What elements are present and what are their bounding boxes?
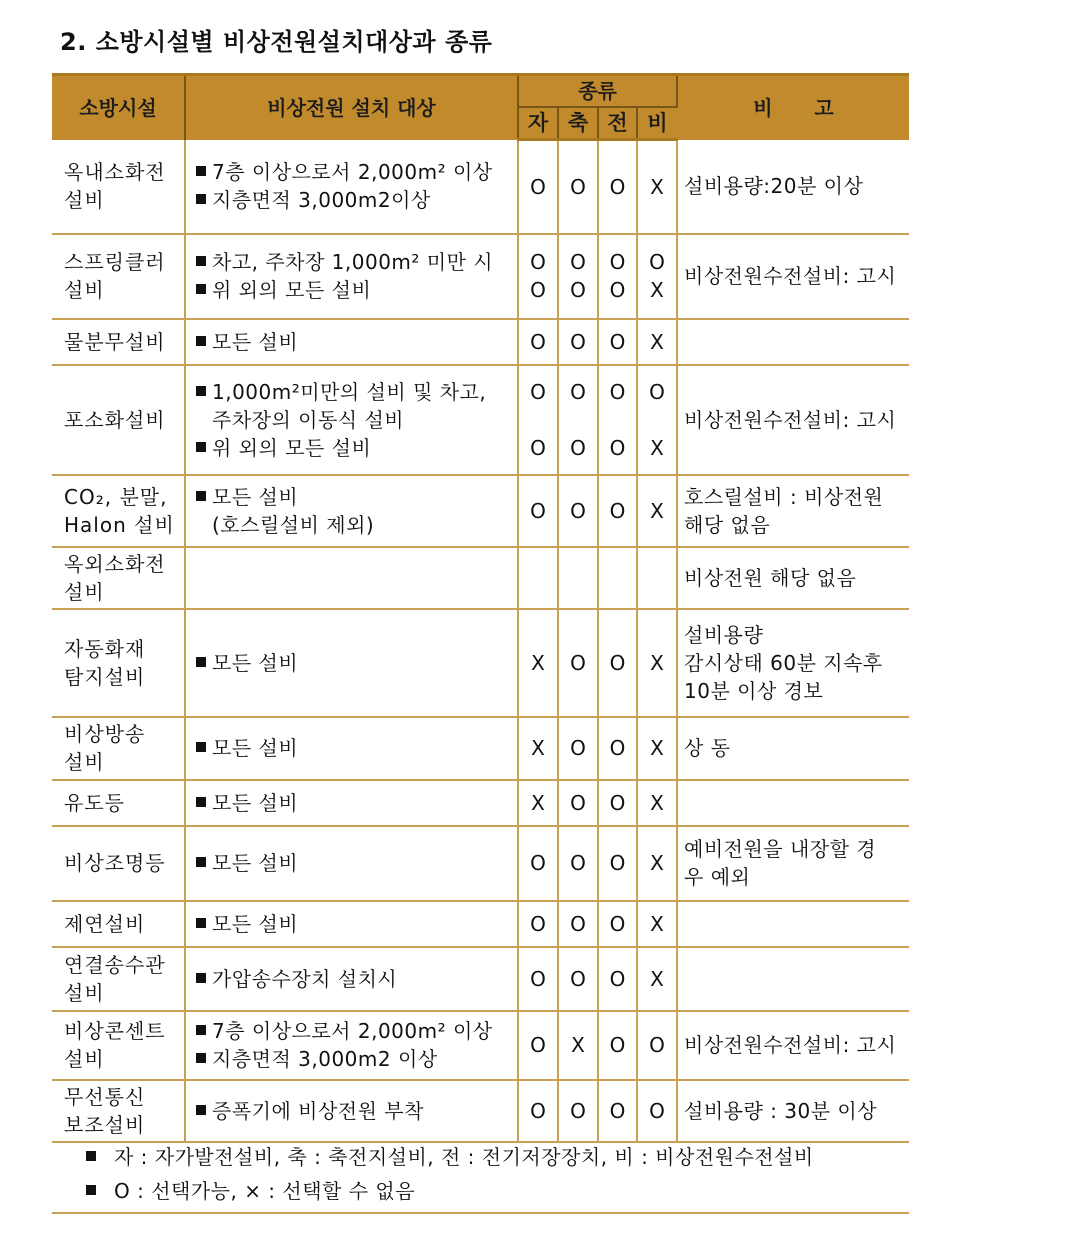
mark-ja	[518, 780, 558, 826]
facility-name: 비상조명등	[64, 851, 166, 875]
mark-value: O	[530, 851, 546, 875]
square-bullet-icon	[196, 1053, 206, 1063]
target-text: 모든 설비	[212, 736, 299, 760]
mark-value: O	[530, 1033, 546, 1057]
facility-name: 무선통신	[64, 1084, 146, 1109]
facility-cell	[52, 1011, 185, 1080]
mark-value: O	[649, 1033, 665, 1057]
mark-jeon	[598, 319, 637, 365]
target-text: 위 외의 모든 설비	[212, 435, 372, 460]
facility-cell	[52, 140, 185, 234]
mark-value: O	[530, 435, 546, 460]
table-row	[52, 826, 909, 901]
mark-jeon	[598, 901, 637, 947]
mark-value: O	[530, 250, 546, 274]
table-row	[52, 319, 909, 365]
target-text: 위 외의 모든 설비	[212, 278, 372, 302]
square-bullet-icon	[196, 194, 206, 204]
facility-name: 설비	[64, 188, 105, 212]
mark-value: X	[650, 851, 664, 875]
remark-text: 비상전원수전설비: 고시	[684, 1033, 897, 1057]
target-line	[196, 965, 511, 993]
mark-chuk	[558, 901, 598, 947]
mark-value: O	[609, 966, 626, 991]
remark-text: 상 동	[684, 736, 731, 760]
mark-value: O	[570, 736, 586, 760]
remark-cell	[677, 1011, 909, 1080]
mark-ja	[518, 547, 558, 609]
square-bullet-icon	[196, 491, 206, 501]
target-cell	[185, 234, 518, 319]
target-text: 지층면적 3,000m2이상	[212, 188, 431, 212]
target-line	[196, 434, 511, 462]
facility-name: 자동화재	[64, 636, 146, 661]
target-cell	[185, 780, 518, 826]
square-bullet-icon	[86, 1185, 96, 1195]
mark-value: O	[530, 966, 546, 991]
mark-spacer	[638, 406, 676, 434]
mark-value: O	[570, 851, 586, 875]
mark-value: O	[570, 790, 586, 815]
header-facility: 소방시설	[52, 75, 185, 140]
square-bullet-icon	[196, 166, 206, 176]
remark-cell	[677, 717, 909, 780]
facility-name: 설비	[64, 980, 105, 1005]
facility-name: 설비	[64, 579, 105, 604]
mark-jeon	[598, 717, 637, 780]
mark-value: O	[530, 278, 546, 302]
target-text: 모든 설비	[212, 650, 299, 675]
mark-chuk	[558, 780, 598, 826]
target-text: 1,000m²미만의 설비 및 차고,	[212, 379, 487, 404]
mark-value: O	[609, 911, 626, 936]
mark-spacer	[559, 406, 597, 434]
remark-text: 비상전원수전설비: 고시	[684, 407, 897, 432]
target-text: 지층면적 3,000m2 이상	[212, 1047, 438, 1071]
facility-cell	[52, 717, 185, 780]
mark-chuk	[558, 947, 598, 1011]
target-cell	[185, 609, 518, 717]
target-cell	[185, 1011, 518, 1080]
remark-cell	[677, 826, 909, 901]
square-bullet-icon	[196, 973, 206, 983]
mark-value: O	[530, 379, 546, 404]
mark-jeon	[598, 475, 637, 547]
facility-name: CO₂, 분말,	[64, 484, 168, 509]
facility-cell	[52, 780, 185, 826]
target-line	[196, 483, 511, 511]
mark-value: O	[609, 379, 626, 404]
table-row	[52, 140, 909, 234]
target-text: 모든 설비	[212, 911, 299, 936]
mark-value: O	[609, 1033, 626, 1057]
square-bullet-icon	[196, 918, 206, 928]
target-line	[196, 328, 511, 356]
target-text: 주차장의 이동식 설비	[212, 407, 405, 432]
mark-value: O	[530, 329, 546, 354]
mark-chuk	[558, 365, 598, 475]
facility-name: 비상방송	[64, 722, 146, 746]
mark-ja	[518, 609, 558, 717]
mark-ja	[518, 826, 558, 901]
facility-cell	[52, 609, 185, 717]
mark-value: O	[570, 650, 586, 675]
facility-cell	[52, 475, 185, 547]
remark-cell	[677, 780, 909, 826]
facility-name: 유도등	[64, 790, 125, 815]
facility-name: 설비	[64, 278, 105, 302]
mark-value: X	[650, 736, 664, 760]
legend-note	[52, 1174, 909, 1208]
facility-cell	[52, 901, 185, 947]
target-text: 7층 이상으로서 2,000m² 이상	[212, 160, 493, 184]
mark-value: O	[530, 174, 546, 199]
facility-name: 제연설비	[64, 911, 146, 936]
table-row	[52, 717, 909, 780]
bottom-divider	[52, 1212, 909, 1214]
mark-chuk	[558, 609, 598, 717]
facility-cell	[52, 547, 185, 609]
table-row	[52, 609, 909, 717]
square-bullet-icon	[196, 284, 206, 294]
facility-name: 비상콘센트	[64, 1019, 166, 1043]
mark-value: O	[609, 851, 626, 875]
facility-cell	[52, 947, 185, 1011]
target-cell	[185, 717, 518, 780]
mark-jeon	[598, 826, 637, 901]
mark-jeon	[598, 234, 637, 319]
target-cell	[185, 1080, 518, 1142]
mark-chuk	[558, 826, 598, 901]
target-line	[196, 248, 511, 276]
target-text: 증폭기에 비상전원 부착	[212, 1098, 424, 1123]
target-line	[196, 158, 511, 186]
facility-name: 설비	[64, 1047, 105, 1071]
target-line	[196, 789, 511, 817]
remark-text: 호스릴설비 : 비상전원	[684, 484, 884, 509]
square-bullet-icon	[196, 336, 206, 346]
mark-bi	[637, 234, 677, 319]
mark-value: O	[649, 379, 665, 404]
target-text: 모든 설비	[212, 790, 299, 815]
mark-ja	[518, 947, 558, 1011]
remark-text: 설비용량:20분 이상	[684, 174, 864, 198]
mark-bi	[637, 365, 677, 475]
mark-value: O	[609, 736, 626, 760]
table-row	[52, 1080, 909, 1142]
mark-value: O	[609, 498, 626, 523]
mark-value: X	[650, 329, 664, 354]
header-kind: 종류	[518, 75, 677, 108]
mark-value: O	[570, 250, 586, 274]
remark-cell	[677, 140, 909, 234]
remark-cell	[677, 947, 909, 1011]
mark-value: O	[530, 1098, 546, 1123]
mark-bi	[637, 319, 677, 365]
mark-bi	[637, 475, 677, 547]
target-line	[196, 734, 511, 762]
table-row	[52, 901, 909, 947]
facility-name: 포소화설비	[64, 407, 166, 432]
mark-value: O	[649, 1098, 665, 1123]
mark-chuk	[558, 1080, 598, 1142]
header-kind-chuk: 축	[558, 107, 598, 140]
mark-jeon	[598, 140, 637, 234]
square-bullet-icon	[196, 256, 206, 266]
legend-note-text: 자 : 자가발전설비, 축 : 축전지설비, 전 : 전기저장장치, 비 : 비상전원수전설비	[114, 1145, 814, 1169]
mark-value: O	[609, 1098, 626, 1123]
mark-value: O	[609, 250, 626, 274]
remark-text: 설비용량	[684, 622, 764, 647]
remark-text: 감시상태 60분 지속후	[684, 650, 883, 675]
mark-ja	[518, 319, 558, 365]
remark-cell	[677, 319, 909, 365]
mark-jeon	[598, 547, 637, 609]
remark-text: 예비전원을 내장할 경	[684, 837, 877, 861]
mark-bi	[637, 780, 677, 826]
legend-notes	[52, 1140, 909, 1208]
header-target: 비상전원 설치 대상	[185, 75, 518, 140]
mark-bi	[637, 901, 677, 947]
mark-jeon	[598, 1080, 637, 1142]
remark-cell	[677, 1080, 909, 1142]
remark-cell	[677, 547, 909, 609]
facility-name: 설비	[64, 750, 105, 774]
mark-ja	[518, 234, 558, 319]
target-cell	[185, 901, 518, 947]
legend-note-text: O : 선택가능, × : 선택할 수 없음	[114, 1179, 416, 1203]
target-text: (호스릴설비 제외)	[212, 512, 375, 537]
facility-cell	[52, 826, 185, 901]
target-cell	[185, 140, 518, 234]
target-line	[196, 511, 511, 539]
mark-value: X	[531, 736, 545, 760]
square-bullet-icon	[196, 442, 206, 452]
facility-name: 옥외소화전	[64, 551, 166, 576]
target-line	[196, 1045, 511, 1073]
square-bullet-icon	[196, 797, 206, 807]
mark-value: X	[531, 650, 545, 675]
mark-value: X	[531, 790, 545, 815]
facility-cell	[52, 319, 185, 365]
square-bullet-icon	[86, 1151, 96, 1161]
remark-cell	[677, 609, 909, 717]
remark-cell	[677, 365, 909, 475]
mark-ja	[518, 901, 558, 947]
facility-cell	[52, 234, 185, 319]
mark-bi	[637, 609, 677, 717]
mark-bi	[637, 826, 677, 901]
mark-bi	[637, 717, 677, 780]
mark-value: O	[609, 329, 626, 354]
facility-cell	[52, 1080, 185, 1142]
mark-value: O	[609, 650, 626, 675]
target-text: 모든 설비	[212, 329, 299, 354]
target-line	[196, 406, 511, 434]
target-line	[196, 378, 511, 406]
mark-value: O	[649, 250, 665, 274]
remark-text: 비상전원수전설비: 고시	[684, 264, 897, 288]
table-header	[52, 75, 909, 140]
page-title: 2. 소방시설별 비상전원설치대상과 종류	[60, 28, 493, 56]
mark-ja	[518, 717, 558, 780]
target-line	[196, 649, 511, 677]
mark-value: X	[650, 498, 664, 523]
mark-bi	[637, 1011, 677, 1080]
mark-ja	[518, 1011, 558, 1080]
mark-value: O	[570, 911, 586, 936]
legend-note	[52, 1140, 909, 1174]
table-row	[52, 947, 909, 1011]
mark-value: O	[609, 790, 626, 815]
mark-bi	[637, 547, 677, 609]
square-bullet-icon	[196, 657, 206, 667]
mark-value: X	[650, 966, 664, 991]
power-table	[52, 73, 909, 1143]
mark-chuk	[558, 547, 598, 609]
mark-bi	[637, 1080, 677, 1142]
target-line	[196, 186, 511, 214]
remark-text: 설비용량 : 30분 이상	[684, 1098, 878, 1123]
target-line	[196, 849, 511, 877]
header-kind-ja: 자	[518, 107, 558, 140]
mark-value: X	[650, 911, 664, 936]
square-bullet-icon	[196, 386, 206, 396]
facility-name: 보조설비	[64, 1112, 146, 1137]
facility-name: 연결송수관	[64, 952, 166, 977]
mark-value: O	[570, 1098, 586, 1123]
square-bullet-icon	[196, 1025, 206, 1035]
mark-ja	[518, 140, 558, 234]
mark-chuk	[558, 234, 598, 319]
mark-value: O	[570, 278, 586, 302]
target-text: 차고, 주차장 1,000m² 미만 시	[212, 250, 494, 274]
mark-chuk	[558, 717, 598, 780]
facility-name: 옥내소화전	[64, 160, 166, 184]
facility-cell	[52, 365, 185, 475]
target-cell	[185, 547, 518, 609]
mark-value: X	[571, 1033, 585, 1057]
target-line	[196, 1017, 511, 1045]
mark-value: X	[650, 650, 664, 675]
facility-name: 스프링클러	[64, 250, 166, 274]
table-body	[52, 140, 909, 1142]
mark-ja	[518, 475, 558, 547]
remark-text: 우 예외	[684, 865, 751, 889]
remark-text: 비상전원 해당 없음	[684, 565, 857, 590]
target-cell	[185, 365, 518, 475]
table-row	[52, 780, 909, 826]
remark-text: 해당 없음	[684, 512, 771, 537]
mark-value: X	[650, 174, 664, 199]
header-kind-jeon: 전	[598, 107, 637, 140]
square-bullet-icon	[196, 1105, 206, 1115]
facility-name: 탐지설비	[64, 664, 146, 689]
remark-cell	[677, 234, 909, 319]
mark-jeon	[598, 947, 637, 1011]
target-text: 가압송수장치 설치시	[212, 966, 398, 991]
mark-value: O	[570, 329, 586, 354]
square-bullet-icon	[196, 857, 206, 867]
mark-value: O	[570, 174, 586, 199]
target-cell	[185, 319, 518, 365]
mark-value: O	[609, 174, 626, 199]
target-line	[196, 1097, 511, 1125]
target-cell	[185, 826, 518, 901]
table-row	[52, 475, 909, 547]
target-cell	[185, 475, 518, 547]
target-text: 모든 설비	[212, 484, 299, 509]
table-row	[52, 547, 909, 609]
facility-name: Halon 설비	[64, 512, 175, 537]
target-line	[196, 910, 511, 938]
header-kind-bi: 비	[637, 107, 677, 140]
mark-value: X	[650, 435, 664, 460]
mark-bi	[637, 947, 677, 1011]
mark-value: O	[530, 911, 546, 936]
mark-spacer	[519, 406, 557, 434]
mark-value: X	[650, 790, 664, 815]
mark-value: O	[570, 379, 586, 404]
mark-ja	[518, 1080, 558, 1142]
table-row	[52, 1011, 909, 1080]
mark-value: O	[609, 278, 626, 302]
table-row	[52, 234, 909, 319]
mark-value: X	[650, 278, 664, 302]
mark-chuk	[558, 475, 598, 547]
mark-ja	[518, 365, 558, 475]
target-text: 7층 이상으로서 2,000m² 이상	[212, 1019, 493, 1043]
mark-jeon	[598, 780, 637, 826]
target-line	[196, 276, 511, 304]
mark-value: O	[570, 435, 586, 460]
table-row	[52, 365, 909, 475]
target-cell	[185, 947, 518, 1011]
mark-jeon	[598, 609, 637, 717]
remark-cell	[677, 475, 909, 547]
square-bullet-icon	[196, 742, 206, 752]
mark-value: O	[609, 435, 626, 460]
mark-value: O	[570, 498, 586, 523]
mark-jeon	[598, 1011, 637, 1080]
remark-text: 10분 이상 경보	[684, 678, 824, 703]
facility-name: 물분무설비	[64, 329, 166, 354]
header-remark: 비 고	[677, 75, 909, 140]
mark-value: O	[530, 498, 546, 523]
mark-bi	[637, 140, 677, 234]
mark-chuk	[558, 140, 598, 234]
mark-chuk	[558, 1011, 598, 1080]
mark-jeon	[598, 365, 637, 475]
mark-spacer	[599, 406, 636, 434]
mark-chuk	[558, 319, 598, 365]
target-text: 모든 설비	[212, 851, 299, 875]
remark-cell	[677, 901, 909, 947]
mark-value: O	[570, 966, 586, 991]
